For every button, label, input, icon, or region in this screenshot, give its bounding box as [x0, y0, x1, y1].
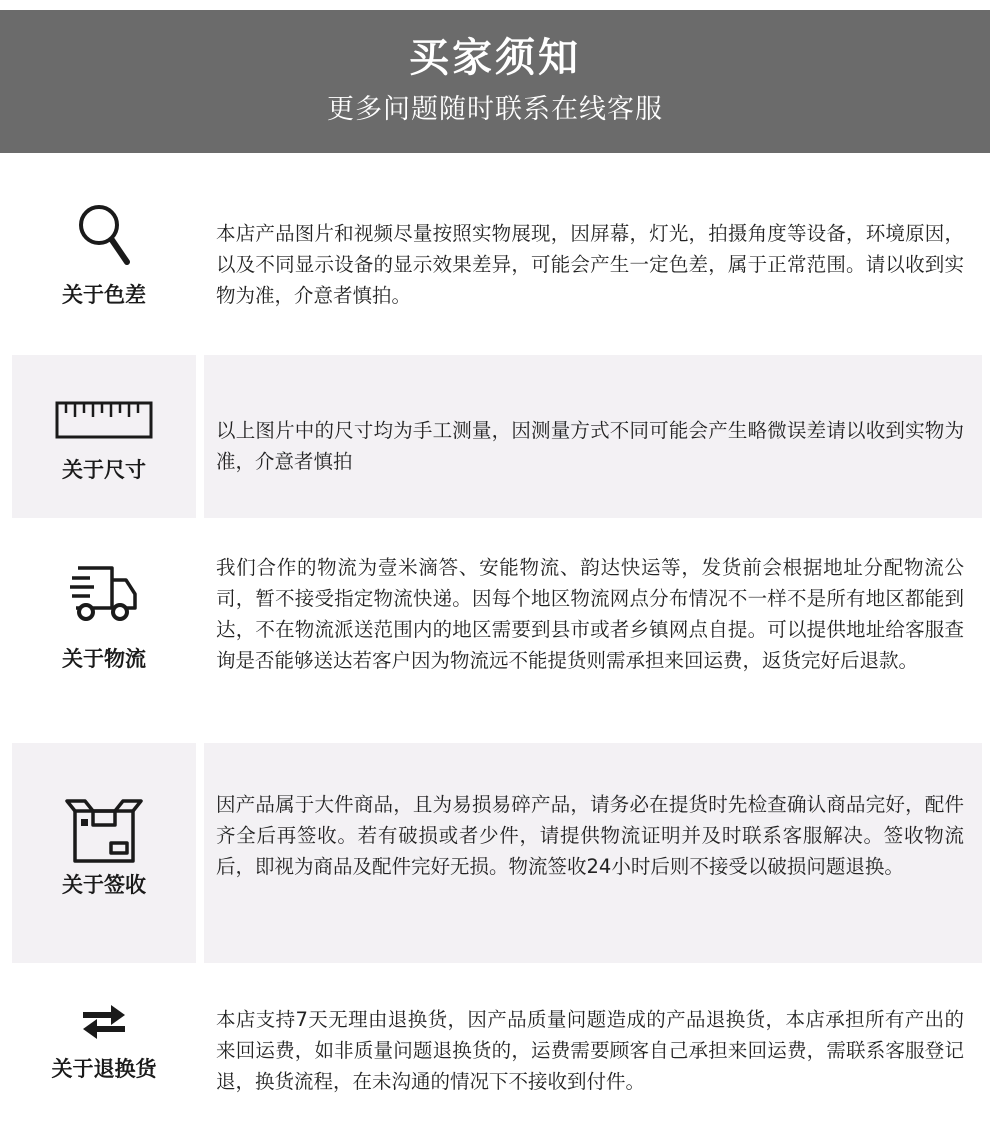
section-label: 关于色差	[62, 283, 146, 307]
section-color-difference	[0, 185, 990, 335]
section-text: 本店产品图片和视频尽量按照实物展现，因屏幕，灯光，拍摄角度等设备，环境原因，以及不同显示设备的显示效果差异，可能会产生一定色差，属于正常范围。请以收到实物为准，介意者慎拍。	[216, 222, 964, 307]
section-text: 本店支持7天无理由退换货，因产品质量问题造成的产品退换货，本店承担所有产出的来回运费，如非质量问题退换货的，运费需要顾客自己承担来回运费，需联系客服登记退，换货流程，在未沟通的情况下不接收到付件。	[216, 1008, 964, 1093]
section-text-column	[204, 355, 982, 518]
section-text-column	[204, 185, 982, 335]
section-text-column	[204, 540, 982, 725]
delivery-truck-icon	[68, 562, 140, 624]
section-icon-column	[12, 985, 196, 1129]
section-text-column	[204, 985, 982, 1129]
ruler-icon	[55, 399, 153, 441]
page-subtitle: 更多问题随时联系在线客服	[327, 94, 663, 125]
section-text: 我们合作的物流为壹米滴答、安能物流、韵达快运等，发货前会根据地址分配物流公司，暂不接受指定物流快递。因每个地区物流网点分布情况不一样不是所有地区都能到达，不在物流派送范围内的地区需要到县市或者乡镇网点自提。可以提供地址给客服查询是否能够送达若客户因为物流远不能提货则需承担来回运费，返货完好后退款。	[216, 556, 964, 672]
exchange-arrows-icon	[79, 1001, 129, 1041]
page-title: 买家须知	[409, 35, 581, 81]
section-icon-column	[12, 355, 196, 518]
section-text: 以上图片中的尺寸均为手工测量，因测量方式不同可能会产生略微误差请以收到实物为准，介意者慎拍	[216, 419, 964, 473]
section-label: 关于退换货	[51, 1057, 157, 1081]
section-logistics	[0, 540, 990, 725]
magnifier-icon	[74, 200, 134, 268]
section-text-column	[204, 743, 982, 963]
section-sign-for	[0, 743, 990, 963]
section-icon-column	[12, 540, 196, 725]
section-returns	[0, 985, 990, 1129]
package-box-icon	[63, 795, 145, 865]
section-icon-column	[12, 185, 196, 335]
section-label: 关于物流	[62, 647, 146, 671]
section-icon-column	[12, 743, 196, 963]
section-label: 关于签收	[62, 873, 146, 897]
section-text: 因产品属于大件商品，且为易损易碎产品，请务必在提货时先检查确认商品完好，配件齐全后再签收。若有破损或者少件，请提供物流证明并及时联系客服解决。签收物流后，即视为商品及配件完好无损。物流签收24小时后则不接受以破损问题退换。	[216, 793, 964, 878]
header-banner	[0, 10, 990, 153]
section-label: 关于尺寸	[62, 458, 146, 482]
section-size	[0, 355, 990, 518]
